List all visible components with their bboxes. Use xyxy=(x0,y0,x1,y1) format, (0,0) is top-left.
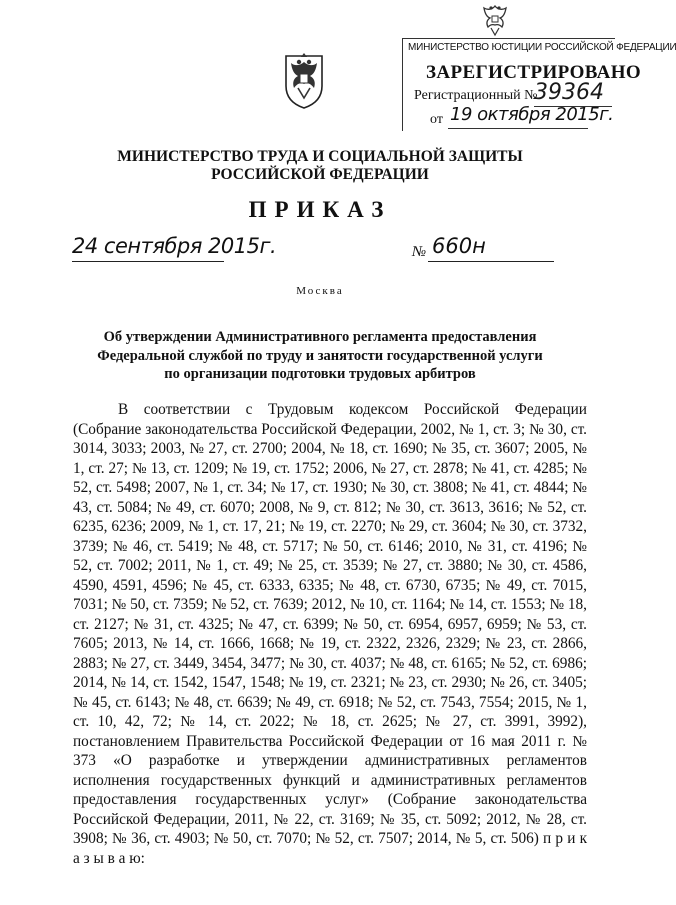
stamp-reg-number-label: Регистрационный № xyxy=(414,88,538,103)
document-title-line3: по организации подготовки трудовых арбитров xyxy=(164,366,476,382)
stamp-date-label: от xyxy=(430,112,443,127)
order-number-underline xyxy=(428,261,554,262)
stamp-emblem-icon xyxy=(480,2,510,38)
stamp-reg-number: 39364 xyxy=(534,80,604,105)
order-date: 24 сентября 2015г. xyxy=(72,234,277,258)
ministry-heading-line2: РОССИЙСКОЙ ФЕДЕРАЦИИ xyxy=(211,166,429,183)
coat-of-arms-icon xyxy=(282,48,326,110)
ministry-heading xyxy=(0,148,640,184)
order-date-underline xyxy=(72,261,224,262)
body-paragraph: В соответствии с Трудовым кодексом Российской Федерации (Собрание законодательства Российской Федерации, 2002, № 1, ст. 3; № 30, ст. 3014, 3033; 2003, № 27, ст. 2700; 2004, № 18, ст. 1690; № 35, ст. 3607; 2005, № 1, ст. 27; № 13, ст. 1209; № 19, ст. 1752; 2006, № 27, ст. 2878; № 41, ст. 4285; № 52, ст. 5498; 2007, № 1, ст. 34; № 17, ст. 1930; № 30, ст. 3808; № 41, ст. 4844; № 43, ст. 5084; № 49, ст. 6070; 2008, № 9, ст. 812; № 30, ст. 3613, 3616; № 52, ст. 6235, 6236; 2009, № 1, ст. 17, 21; № 19, ст. 2270; № 29, ст. 3604; № 30, ст. 3732, 3739; № 46, ст. 5419; № 48, ст. 5717; № 50, ст. 6146; 2010, № 31, ст. 4196; № 52, ст. 7002; 2011, № 1, ст. 49; № 25, ст. 3539; № 27, ст. 3880; № 30, ст. 4586, 4590, 4591, 4596; № 45, ст. 6333, 6335; № 48, ст. 6730, 6735; № 49, ст. 7015, 7031; № 50, ст. 7359; № 52, ст. 7639; 2012, № 10, ст. 1164; № 14, ст. 1553; № 18, ст. 2127; № 31, ст. 4325; № 47, ст. 6399; № 50, ст. 6954, 6957, 6959; № 53, ст. 7605; 2013, № 14, ст. 1666, 1668; № 19, ст. 2322, 2326, 2329; № 23, ст. 2866, 2883; № 27, ст. 3449, 3454, 3477; № 30, ст. 4037; № 48, ст. 6165; № 52, ст. 6986; 2014, № 14, ст. 1542, 1547, 1548; № 19, ст. 2321; № 23, ст. 2930; № 26, ст. 3405; № 45, ст. 6143; № 48, ст. 6639; № 49, ст. 6918; № 52, ст. 7543, 7554; 2015, № 1, ст. 10, 42, 72; № 14, ст. 2022; № 18, ст. 2625; № 27, ст. 3991, 3992), постановлением Правительства Российской Федерации от 16 мая 2011 г. № 373 «О разработке и утверждении административных регламентов исполнения государственных функций и административных регламентов предоставления государственных услуг» (Собрание законодательства Российской Федерации, 2011, № 22, ст. 3169; № 35, ст. 5092; 2012, № 28, ст. 3908; № 36, ст. 4903; № 50, ст. 7070; № 52, ст. 7507; 2014, № 5, ст. 506) п р и к а з ы в а ю: xyxy=(73,401,587,867)
registration-stamp xyxy=(402,0,676,132)
order-heading: ПРИКАЗ xyxy=(248,197,392,222)
document-body xyxy=(73,400,587,868)
stamp-registered-label: ЗАРЕГИСТРИРОВАНО xyxy=(426,62,642,83)
city-label: Москва xyxy=(296,285,344,297)
stamp-date-value: 19 октября 2015г. xyxy=(450,104,614,125)
order-number-label: № xyxy=(412,244,427,260)
stamp-ministry-label: МИНИСТЕРСТВО ЮСТИЦИИ РОССИЙСКОЙ ФЕДЕРАЦИИ xyxy=(408,42,676,53)
ministry-heading-line1: МИНИСТЕРСТВО ТРУДА И СОЦИАЛЬНОЙ ЗАЩИТЫ xyxy=(117,148,523,165)
document-title-line2: Федеральной службой по труду и занятости государственной услуги xyxy=(97,347,543,364)
document-title-line1: Об утверждении Административного регламента предоставления xyxy=(103,329,537,345)
order-number: 660н xyxy=(432,234,486,258)
document-title xyxy=(80,328,560,384)
stamp-date-underline xyxy=(448,128,588,129)
